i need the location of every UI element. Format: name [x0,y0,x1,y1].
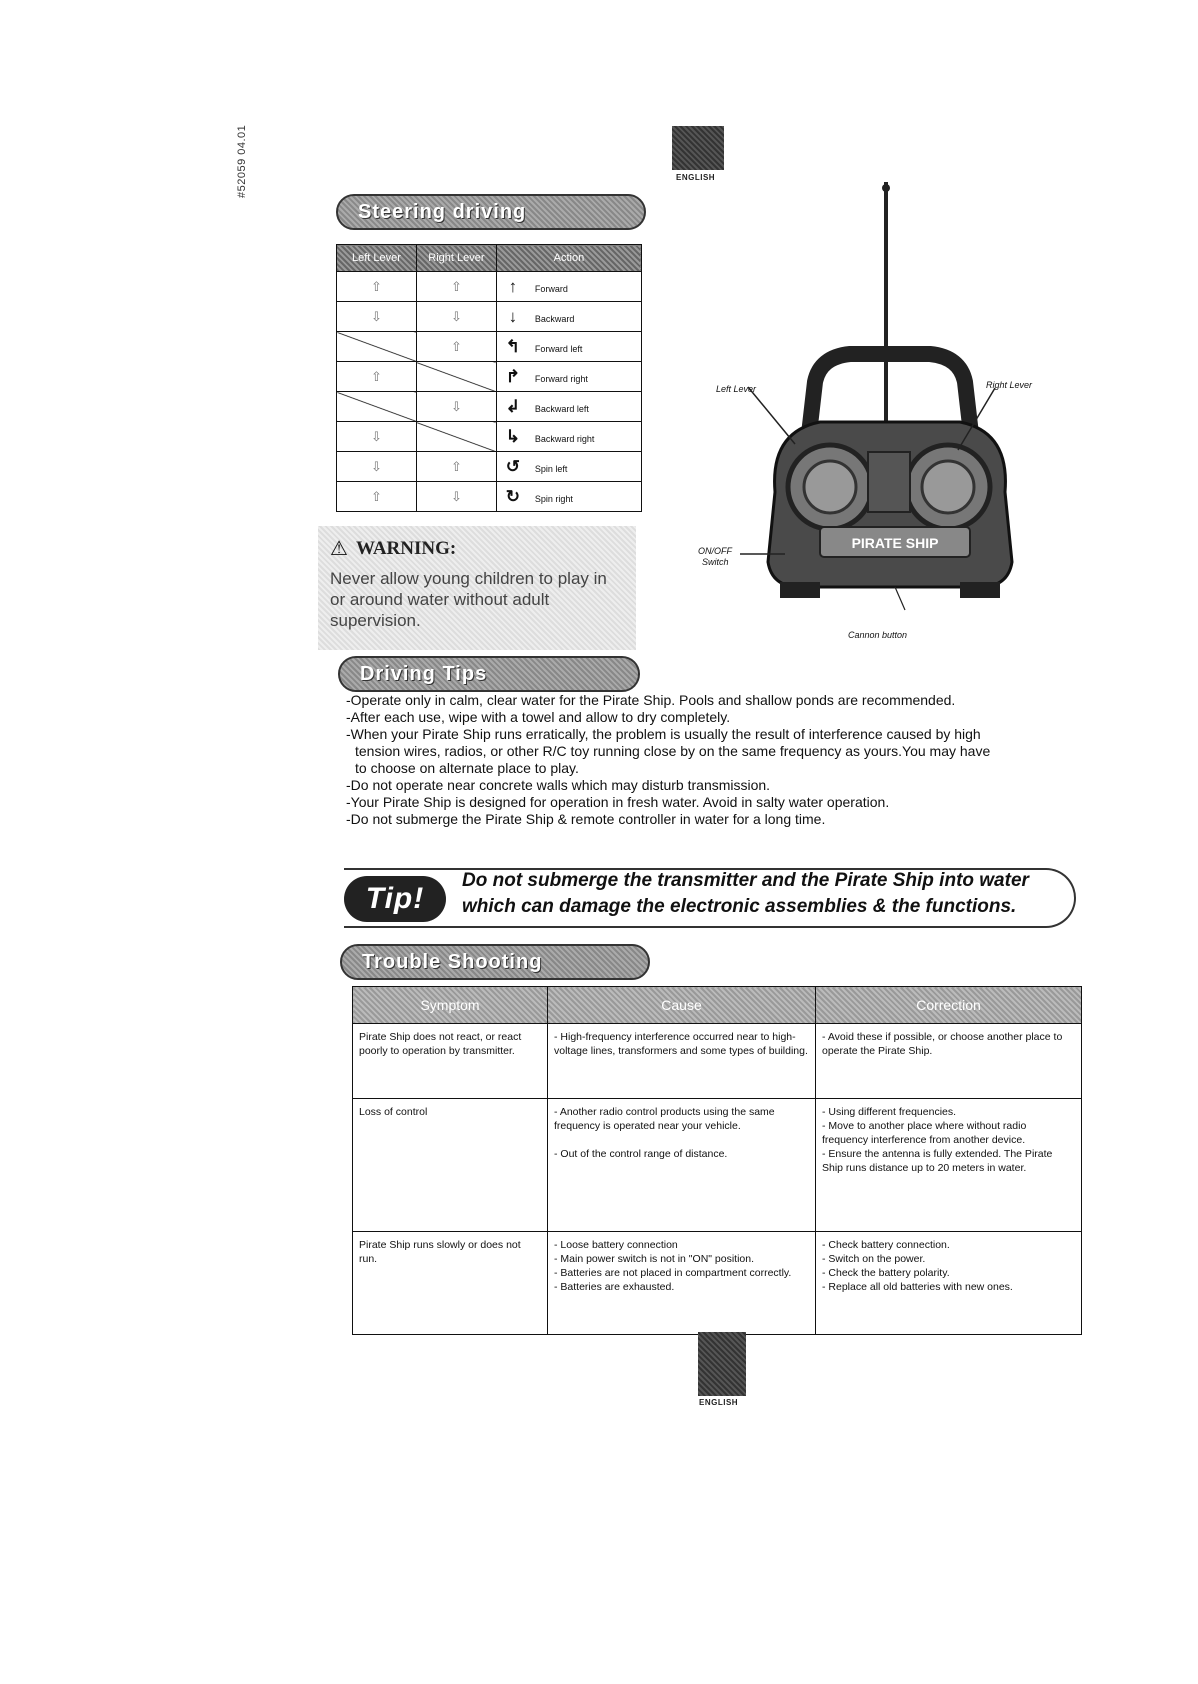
action-cell [496,332,641,362]
header-right-lever: Right Lever [416,245,496,272]
left-lever-state: ⇧ [371,278,382,294]
action-label: Backward [534,313,575,324]
tip-item: -Your Pirate Ship is designed for operation in fresh water. Avoid in salty water operation. [346,794,890,810]
action-label: Backward left [534,403,589,414]
cause-line: - Loose battery connection [554,1239,678,1251]
steering-row [337,302,642,332]
action-cell [496,272,641,302]
trouble-shooting-heading: Trouble Shooting [340,944,650,980]
cause-cell [548,1232,816,1335]
tip-item: -Do not operate near concrete walls which may disturb transmission. [346,777,771,793]
trouble-row [353,1024,1082,1099]
lever-none-cell [337,392,417,422]
direction-arrow-icon: ↰ [505,336,520,356]
cannon-button-label: Cannon button [848,630,908,640]
direction-arrow-icon: ↑ [508,276,518,296]
tip-item: -When your Pirate Ship runs erratically, the problem is usually the result of interference caused by high [346,726,981,742]
remote-badge: PIRATE SHIP [851,535,939,551]
lever-up-icon [337,272,417,302]
direction-arrow-icon: ↺ [505,456,520,476]
on-off-switch-label: ON/OFF Switch [698,546,732,567]
header-symptom: Symptom [353,987,548,1024]
tip-item: -After each use, wipe with a towel and allow to dry completely. [346,709,731,725]
trouble-shooting-table [352,986,1082,1335]
correction-line: - Replace all old batteries with new ones. [822,1281,1013,1293]
lever-up-icon [416,452,496,482]
correction-cell [816,1099,1082,1232]
action-label: Forward left [534,343,583,354]
right-lever-label: Right Lever [986,380,1033,390]
warning-box [318,526,636,650]
action-cell [496,482,641,512]
language-label-bottom: ENGLISH [699,1398,739,1407]
lever-down-icon [337,302,417,332]
lever-none-cell [337,332,417,362]
right-lever-state: ⇩ [450,398,462,414]
action-cell [496,422,641,452]
lever-down-icon [337,452,417,482]
lever-down-icon [416,302,496,332]
left-lever-state: ⇩ [371,308,382,324]
cause-line: - Batteries are not placed in compartment correctly. [554,1267,792,1279]
direction-arrow-icon: ↳ [505,426,520,446]
lever-down-icon [416,392,496,422]
trouble-row [353,1099,1082,1232]
steering-table [336,244,642,512]
cause-cell [548,1024,816,1099]
symptom-cell: Pirate Ship does not react, or react poorly to operation by transmitter. [353,1024,548,1099]
direction-arrow-icon: ↓ [508,306,518,326]
language-tab-top [672,126,724,170]
correction-line: - Move to another place where without radio frequency interference from another device. [822,1120,1027,1146]
lever-none-cell [416,422,496,452]
cause-line: - Out of the control range of distance. [554,1148,728,1160]
header-left-lever: Left Lever [337,245,417,272]
lever-up-icon [337,362,417,392]
warning-title: WARNING: [355,537,457,559]
action-cell [496,362,641,392]
steering-row [337,362,642,392]
lever-up-icon [416,272,496,302]
action-label: Forward right [534,373,588,384]
tip-badge: Tip! [344,876,446,922]
header-action: Action [496,245,641,272]
steering-row [337,482,642,512]
steering-row [337,332,642,362]
symptom-cell: Pirate Ship runs slowly or does not run. [353,1232,548,1335]
action-cell [496,302,641,332]
action-label: Backward right [534,433,595,444]
action-cell [496,392,641,422]
steering-heading: Steering driving [336,194,646,230]
steering-row [337,392,642,422]
left-lever-state: ⇧ [371,488,382,504]
language-label-top: ENGLISH [676,173,716,182]
correction-cell [816,1232,1082,1335]
warning-text: Never allow young children to play in or around water without adult supervision. [330,569,607,630]
action-label: Spin right [534,493,573,504]
left-lever-state: ⇩ [371,458,382,474]
language-tab-bottom [698,1332,746,1396]
right-lever-state: ⇩ [450,488,462,504]
direction-arrow-icon: ↲ [505,396,520,416]
lever-up-icon [416,332,496,362]
correction-line: - Ensure the antenna is fully extended. The Pirate Ship runs distance up to 20 meters in water. [822,1148,1053,1174]
tip-item: -Operate only in calm, clear water for the Pirate Ship. Pools and shallow ponds are recommended. [346,692,956,708]
tip-text: Do not submerge the transmitter and the Pirate Ship into water which can damage the electronic assemblies & the functions. [462,870,1029,917]
correction-line: - Switch on the power. [822,1253,926,1265]
steering-row [337,272,642,302]
header-cause: Cause [548,987,816,1024]
symptom-cell: Loss of control [353,1099,548,1232]
steering-row [337,422,642,452]
lever-down-icon [416,482,496,512]
action-label: Forward [534,283,568,294]
right-lever-state: ⇩ [450,308,462,324]
correction-line: - Check battery connection. [822,1239,950,1251]
cause-line: - Another radio control products using the same frequency is operated near your vehicle. [554,1106,775,1132]
action-cell [496,452,641,482]
lever-up-icon [337,482,417,512]
correction-line: - Check the battery polarity. [822,1267,950,1279]
left-lever-state: ⇧ [371,368,382,384]
correction-cell [816,1024,1082,1099]
left-lever-state: ⇩ [371,428,382,444]
header-correction: Correction [816,987,1082,1024]
remote-controller-image [690,182,1070,642]
trouble-row [353,1232,1082,1335]
cause-cell [548,1099,816,1232]
driving-tips-list [346,692,1106,828]
right-lever-state: ⇧ [450,278,462,294]
action-label: Spin left [534,463,568,474]
correction-line: - Avoid these if possible, or choose another place to operate the Pirate Ship. [822,1031,1063,1057]
cause-line: - High-frequency interference occurred near to high-voltage lines, transformers and some types of building. [554,1031,808,1057]
tip-item: tension wires, radios, or other R/C toy running close by on the same frequency as yours.You may have [355,743,991,759]
cause-line: - Batteries are exhausted. [554,1281,675,1293]
left-lever-label: Left Lever [716,384,757,394]
steering-row [337,452,642,482]
document-code: #52059 04.01 [236,124,248,198]
direction-arrow-icon: ↱ [505,366,520,386]
tip-item: -Do not submerge the Pirate Ship & remote controller in water for a long time. [346,811,826,827]
tip-item: to choose on alternate place to play. [355,760,579,776]
correction-line: - Using different frequencies. [822,1106,957,1118]
lever-down-icon [337,422,417,452]
lever-none-cell [416,362,496,392]
cause-line: - Main power switch is not in "ON" position. [554,1253,755,1265]
direction-arrow-icon: ↻ [505,486,520,506]
right-lever-state: ⇧ [450,338,462,354]
warning-triangle-icon: ⚠ [330,538,348,560]
driving-tips-heading: Driving Tips [338,656,640,692]
right-lever-state: ⇧ [450,458,462,474]
